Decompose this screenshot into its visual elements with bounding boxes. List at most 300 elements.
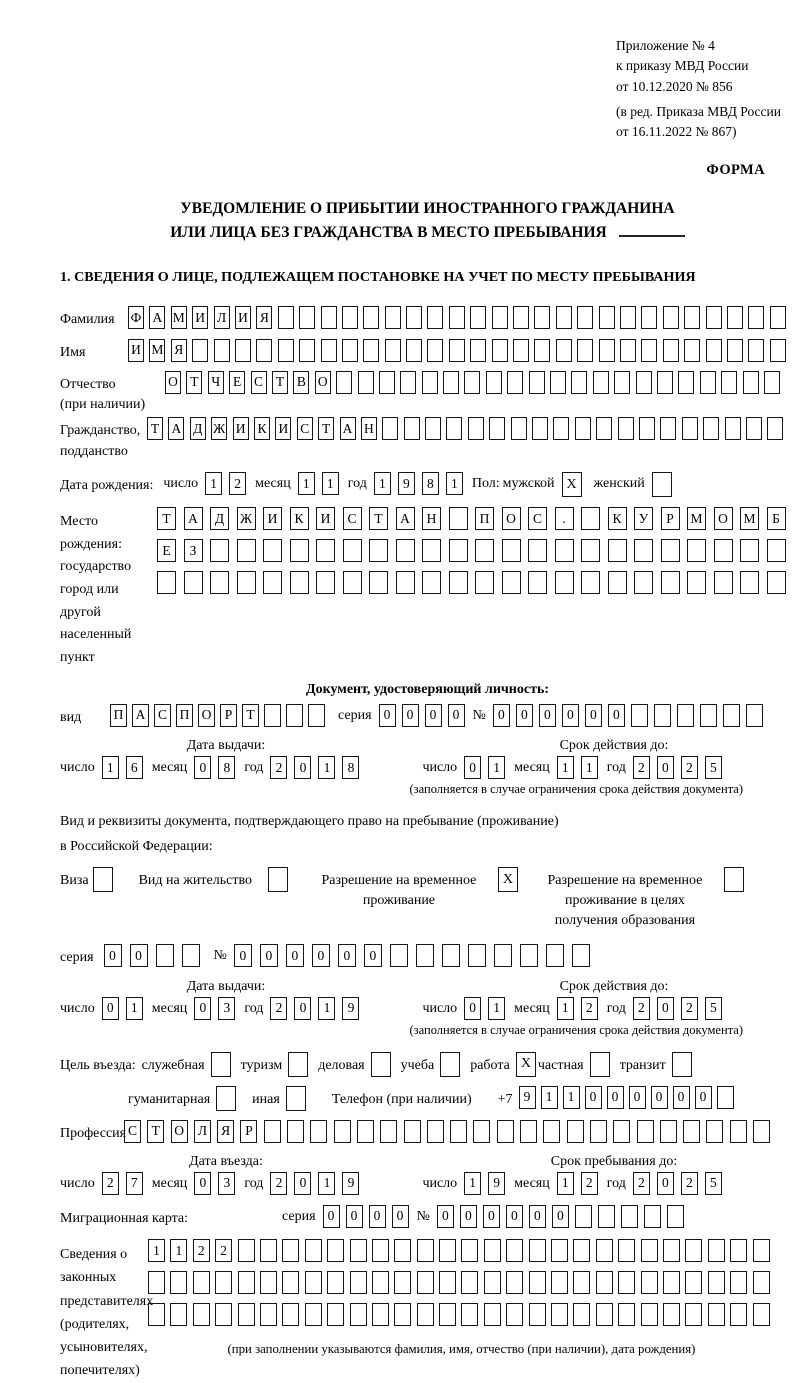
form-cell[interactable] [396,571,415,594]
form-cell[interactable] [599,306,615,329]
form-cell[interactable]: Л [214,306,230,329]
residence-permit-checkbox[interactable] [268,867,288,892]
form-cell[interactable] [486,371,502,394]
form-cell[interactable] [506,1239,523,1262]
form-cell[interactable] [193,1271,210,1294]
form-cell[interactable]: 2 [581,997,598,1020]
form-cell[interactable] [282,1303,299,1326]
form-cell[interactable] [358,371,374,394]
form-cell[interactable] [170,1271,187,1294]
form-cell[interactable] [336,371,352,394]
form-cell[interactable] [449,539,468,562]
form-cell[interactable] [620,306,636,329]
form-cell[interactable] [256,339,272,362]
form-cell[interactable] [350,1239,367,1262]
form-cell[interactable] [372,1239,389,1262]
form-cell[interactable] [305,1239,322,1262]
form-cell[interactable]: 0 [657,756,674,779]
form-cell[interactable]: Ч [208,371,224,394]
form-cell[interactable] [708,1271,725,1294]
form-cell[interactable] [556,306,572,329]
form-cell[interactable] [506,1303,523,1326]
form-cell[interactable]: 2 [270,756,287,779]
form-cell[interactable] [372,1303,389,1326]
form-cell[interactable]: 0 [294,997,311,1020]
form-cell[interactable] [343,571,362,594]
form-cell[interactable]: 0 [392,1205,409,1228]
form-cell[interactable] [641,339,657,362]
form-cell[interactable]: Р [661,507,680,530]
form-cell[interactable] [637,1120,654,1143]
form-cell[interactable] [321,339,337,362]
form-cell[interactable] [534,306,550,329]
purpose-other-checkbox[interactable] [286,1086,306,1111]
form-cell[interactable] [746,704,763,727]
form-cell[interactable]: 0 [552,1205,569,1228]
form-cell[interactable] [286,704,303,727]
form-cell[interactable]: 0 [379,704,396,727]
form-cell[interactable]: В [293,371,309,394]
form-cell[interactable] [596,1303,613,1326]
form-cell[interactable]: Р [240,1120,257,1143]
form-cell[interactable] [753,1239,770,1262]
form-cell[interactable] [567,1120,584,1143]
form-cell[interactable] [316,571,335,594]
form-cell[interactable] [417,1239,434,1262]
form-cell[interactable] [443,371,459,394]
form-cell[interactable] [573,1239,590,1262]
form-cell[interactable] [727,339,743,362]
form-cell[interactable]: 0 [516,704,533,727]
form-cell[interactable] [492,339,508,362]
form-cell[interactable] [468,944,486,967]
form-cell[interactable]: 1 [322,472,339,495]
form-cell[interactable]: О [315,371,331,394]
form-cell[interactable] [492,306,508,329]
form-cell[interactable] [363,306,379,329]
form-cell[interactable] [506,1271,523,1294]
form-cell[interactable] [282,1271,299,1294]
form-cell[interactable]: У [634,507,653,530]
form-cell[interactable] [449,306,465,329]
form-cell[interactable] [380,1120,397,1143]
form-cell[interactable] [148,1271,165,1294]
form-cell[interactable]: 0 [294,756,311,779]
form-cell[interactable]: 0 [338,944,356,967]
form-cell[interactable] [475,539,494,562]
form-cell[interactable]: 1 [318,756,335,779]
form-cell[interactable] [770,339,786,362]
form-cell[interactable]: 0 [657,1172,674,1195]
form-cell[interactable] [263,539,282,562]
form-cell[interactable] [717,1086,734,1109]
form-cell[interactable]: Б [767,507,786,530]
form-cell[interactable] [327,1303,344,1326]
form-cell[interactable]: Я [256,306,272,329]
form-cell[interactable] [369,539,388,562]
form-cell[interactable] [543,1120,560,1143]
form-cell[interactable]: 2 [193,1239,210,1262]
form-cell[interactable]: 1 [446,472,463,495]
form-cell[interactable] [439,1271,456,1294]
form-cell[interactable]: И [192,306,208,329]
form-cell[interactable] [546,944,564,967]
form-cell[interactable] [404,1120,421,1143]
form-cell[interactable] [608,539,627,562]
form-cell[interactable] [193,1303,210,1326]
form-cell[interactable] [573,1303,590,1326]
form-cell[interactable]: 0 [607,1086,624,1109]
form-cell[interactable] [385,339,401,362]
form-cell[interactable]: 0 [464,997,481,1020]
form-cell[interactable] [553,417,569,440]
form-cell[interactable]: М [149,339,165,362]
form-cell[interactable] [287,1120,304,1143]
form-cell[interactable] [684,306,700,329]
form-cell[interactable] [427,306,443,329]
form-cell[interactable]: 0 [286,944,304,967]
form-cell[interactable]: 0 [562,704,579,727]
form-cell[interactable] [598,1205,615,1228]
form-cell[interactable] [708,1239,725,1262]
form-cell[interactable] [555,539,574,562]
form-cell[interactable] [631,704,648,727]
form-cell[interactable]: Т [157,507,176,530]
form-cell[interactable] [390,944,408,967]
form-cell[interactable] [406,306,422,329]
temp-residence-checkbox[interactable]: X [498,867,518,892]
form-cell[interactable] [529,1303,546,1326]
form-cell[interactable] [639,417,655,440]
form-cell[interactable] [528,571,547,594]
form-cell[interactable]: И [233,417,249,440]
form-cell[interactable]: 8 [422,472,439,495]
form-cell[interactable] [422,571,441,594]
form-cell[interactable]: Д [210,507,229,530]
form-cell[interactable] [400,371,416,394]
form-cell[interactable] [334,1120,351,1143]
form-cell[interactable]: 2 [633,997,650,1020]
form-cell[interactable]: 1 [170,1239,187,1262]
form-cell[interactable] [663,1303,680,1326]
form-cell[interactable]: 1 [557,1172,574,1195]
form-cell[interactable]: С [528,507,547,530]
form-cell[interactable]: 0 [425,704,442,727]
form-cell[interactable]: 0 [369,1205,386,1228]
form-cell[interactable] [577,339,593,362]
form-cell[interactable] [396,539,415,562]
form-cell[interactable]: 0 [464,756,481,779]
form-cell[interactable] [299,306,315,329]
purpose-tourism-checkbox[interactable] [288,1052,308,1077]
form-cell[interactable] [572,944,590,967]
form-cell[interactable] [661,539,680,562]
form-cell[interactable]: 0 [585,1086,602,1109]
form-cell[interactable] [425,417,441,440]
form-cell[interactable]: 1 [557,997,574,1020]
form-cell[interactable] [620,339,636,362]
form-cell[interactable] [767,539,786,562]
form-cell[interactable]: 2 [681,756,698,779]
form-cell[interactable] [427,339,443,362]
form-cell[interactable] [507,371,523,394]
form-cell[interactable] [740,539,759,562]
form-cell[interactable] [613,1120,630,1143]
form-cell[interactable]: 0 [346,1205,363,1228]
form-cell[interactable] [502,539,521,562]
form-cell[interactable]: 2 [581,1172,598,1195]
form-cell[interactable]: 6 [126,756,143,779]
form-cell[interactable] [748,339,764,362]
form-cell[interactable] [406,339,422,362]
visa-checkbox[interactable] [93,867,113,892]
form-cell[interactable] [683,1120,700,1143]
form-cell[interactable] [215,1271,232,1294]
form-cell[interactable]: С [154,704,171,727]
form-cell[interactable] [641,1271,658,1294]
form-cell[interactable] [532,417,548,440]
form-cell[interactable] [238,1303,255,1326]
form-cell[interactable]: 2 [681,997,698,1020]
form-cell[interactable] [238,1239,255,1262]
form-cell[interactable] [260,1271,277,1294]
form-cell[interactable] [327,1239,344,1262]
form-cell[interactable]: 9 [342,997,359,1020]
form-cell[interactable]: К [608,507,627,530]
form-cell[interactable]: 1 [488,756,505,779]
form-cell[interactable] [210,571,229,594]
form-cell[interactable] [379,371,395,394]
form-cell[interactable] [714,571,733,594]
form-cell[interactable] [663,306,679,329]
form-cell[interactable] [534,339,550,362]
form-cell[interactable] [636,371,652,394]
form-cell[interactable] [372,1271,389,1294]
form-cell[interactable]: 9 [398,472,415,495]
form-cell[interactable]: Ж [211,417,227,440]
form-cell[interactable]: Л [194,1120,211,1143]
form-cell[interactable] [464,371,480,394]
form-cell[interactable]: 0 [234,944,252,967]
form-cell[interactable] [663,1239,680,1262]
form-cell[interactable] [581,571,600,594]
form-cell[interactable] [703,417,719,440]
form-cell[interactable]: 3 [218,1172,235,1195]
form-cell[interactable] [439,1239,456,1262]
form-cell[interactable]: С [251,371,267,394]
form-cell[interactable] [581,507,600,530]
form-cell[interactable] [663,1271,680,1294]
form-cell[interactable]: 2 [681,1172,698,1195]
form-cell[interactable]: 1 [464,1172,481,1195]
form-cell[interactable] [427,1120,444,1143]
form-cell[interactable] [475,571,494,594]
form-cell[interactable] [575,1205,592,1228]
purpose-private-checkbox[interactable] [590,1052,610,1077]
form-cell[interactable] [634,571,653,594]
form-cell[interactable]: 2 [270,1172,287,1195]
form-cell[interactable] [446,417,462,440]
form-cell[interactable] [513,306,529,329]
form-cell[interactable] [685,1271,702,1294]
form-cell[interactable] [449,339,465,362]
form-cell[interactable] [442,944,460,967]
form-cell[interactable] [706,306,722,329]
form-cell[interactable]: Д [190,417,206,440]
form-cell[interactable]: 0 [657,997,674,1020]
form-cell[interactable]: 2 [215,1239,232,1262]
form-cell[interactable] [618,1239,635,1262]
form-cell[interactable]: 1 [557,756,574,779]
form-cell[interactable] [343,539,362,562]
form-cell[interactable] [350,1271,367,1294]
form-cell[interactable] [730,1239,747,1262]
form-cell[interactable]: Т [272,371,288,394]
form-cell[interactable] [748,306,764,329]
form-cell[interactable] [621,1205,638,1228]
form-cell[interactable] [529,1239,546,1262]
form-cell[interactable] [513,339,529,362]
form-cell[interactable]: 0 [448,704,465,727]
form-cell[interactable] [260,1239,277,1262]
form-cell[interactable] [404,417,420,440]
form-cell[interactable] [573,1271,590,1294]
form-cell[interactable] [327,1271,344,1294]
form-cell[interactable] [593,371,609,394]
form-cell[interactable] [450,1120,467,1143]
purpose-transit-checkbox[interactable] [672,1052,692,1077]
form-cell[interactable] [210,539,229,562]
form-cell[interactable]: О [198,704,215,727]
form-cell[interactable] [520,944,538,967]
form-cell[interactable]: М [171,306,187,329]
form-cell[interactable]: 1 [126,997,143,1020]
form-cell[interactable] [422,371,438,394]
form-cell[interactable] [614,371,630,394]
form-cell[interactable] [170,1303,187,1326]
form-cell[interactable] [148,1303,165,1326]
form-cell[interactable] [357,1120,374,1143]
form-cell[interactable]: 0 [493,704,510,727]
form-cell[interactable]: . [555,507,574,530]
form-cell[interactable] [157,571,176,594]
form-cell[interactable] [417,1271,434,1294]
form-cell[interactable] [385,306,401,329]
form-cell[interactable] [461,1271,478,1294]
form-cell[interactable] [278,306,294,329]
form-cell[interactable] [184,571,203,594]
form-cell[interactable] [461,1239,478,1262]
form-cell[interactable]: 0 [695,1086,712,1109]
form-cell[interactable] [299,339,315,362]
form-cell[interactable] [468,417,484,440]
form-cell[interactable]: А [132,704,149,727]
form-cell[interactable]: 0 [194,1172,211,1195]
form-cell[interactable]: Т [242,704,259,727]
form-cell[interactable] [684,339,700,362]
form-cell[interactable] [551,1303,568,1326]
form-cell[interactable]: 0 [364,944,382,967]
form-cell[interactable] [618,1303,635,1326]
form-cell[interactable]: 0 [312,944,330,967]
form-cell[interactable] [571,371,587,394]
form-cell[interactable] [581,539,600,562]
form-cell[interactable]: 1 [318,997,335,1020]
form-cell[interactable]: Я [217,1120,234,1143]
form-cell[interactable]: 2 [270,997,287,1020]
form-cell[interactable]: 0 [437,1205,454,1228]
form-cell[interactable] [470,306,486,329]
form-cell[interactable] [641,306,657,329]
form-cell[interactable]: П [110,704,127,727]
form-cell[interactable] [556,339,572,362]
form-cell[interactable] [439,1303,456,1326]
form-cell[interactable] [422,539,441,562]
form-cell[interactable] [730,1120,747,1143]
form-cell[interactable] [316,539,335,562]
form-cell[interactable] [661,571,680,594]
form-cell[interactable]: Т [186,371,202,394]
form-cell[interactable]: 8 [218,756,235,779]
form-cell[interactable] [708,1303,725,1326]
form-cell[interactable]: 0 [673,1086,690,1109]
form-cell[interactable]: 9 [519,1086,536,1109]
form-cell[interactable] [618,1271,635,1294]
form-cell[interactable] [667,1205,684,1228]
form-cell[interactable]: И [316,507,335,530]
form-cell[interactable] [484,1239,501,1262]
form-cell[interactable]: 1 [298,472,315,495]
form-cell[interactable]: 1 [318,1172,335,1195]
form-cell[interactable] [484,1303,501,1326]
form-cell[interactable] [700,704,717,727]
form-cell[interactable]: 0 [260,944,278,967]
form-cell[interactable] [577,306,593,329]
form-cell[interactable] [596,1239,613,1262]
form-cell[interactable] [502,571,521,594]
form-cell[interactable]: О [714,507,733,530]
form-cell[interactable]: 9 [342,1172,359,1195]
form-cell[interactable] [264,1120,281,1143]
form-cell[interactable]: 0 [104,944,122,967]
form-cell[interactable] [449,571,468,594]
form-cell[interactable] [310,1120,327,1143]
form-cell[interactable] [706,339,722,362]
form-cell[interactable] [489,417,505,440]
form-cell[interactable] [767,571,786,594]
form-cell[interactable] [260,1303,277,1326]
form-cell[interactable]: С [124,1120,141,1143]
form-cell[interactable]: 0 [483,1205,500,1228]
form-cell[interactable]: К [290,507,309,530]
form-cell[interactable] [753,1271,770,1294]
form-cell[interactable]: П [475,507,494,530]
form-cell[interactable] [342,339,358,362]
form-cell[interactable]: Р [220,704,237,727]
form-cell[interactable] [654,704,671,727]
form-cell[interactable] [727,306,743,329]
form-cell[interactable] [290,571,309,594]
purpose-humanitarian-checkbox[interactable] [216,1086,236,1111]
form-cell[interactable]: 7 [126,1172,143,1195]
form-cell[interactable] [215,1303,232,1326]
form-cell[interactable]: 3 [218,997,235,1020]
form-cell[interactable] [394,1303,411,1326]
form-cell[interactable] [753,1303,770,1326]
form-cell[interactable] [497,1120,514,1143]
form-cell[interactable] [305,1303,322,1326]
form-cell[interactable]: 1 [148,1239,165,1262]
